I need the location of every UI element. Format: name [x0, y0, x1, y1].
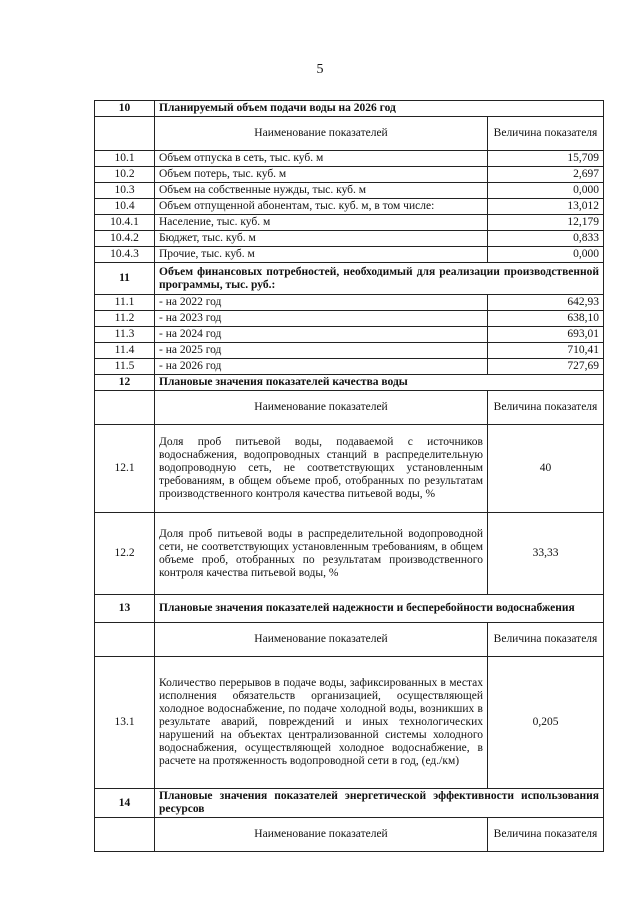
indicator-name: - на 2024 год — [155, 327, 488, 343]
table-row — [95, 311, 604, 327]
section-title: Плановые значения показателей качества воды — [155, 375, 604, 391]
row-number: 12.1 — [95, 425, 155, 513]
indicator-name: Объем на собственные нужды, тыс. куб. м — [155, 183, 488, 199]
section-number: 13 — [95, 595, 155, 623]
indicator-name: Бюджет, тыс. куб. м — [155, 231, 488, 247]
row-number: 11.5 — [95, 359, 155, 375]
indicator-name: Доля проб питьевой воды в распределительной водопроводной сети, не соответствующих установленным требованиям, в общем объеме проб, отобранных по результатам производственного контроля качества питьевой воды, % — [155, 513, 488, 595]
table-row — [95, 167, 604, 183]
section-number: 14 — [95, 789, 155, 818]
header-indicator-value: Величина показателя — [488, 623, 604, 657]
row-number: 11.2 — [95, 311, 155, 327]
section-number: 11 — [95, 263, 155, 295]
row-number: 10.3 — [95, 183, 155, 199]
indicator-value: 0,000 — [488, 183, 604, 199]
indicator-name: Доля проб питьевой воды, подаваемой с источников водоснабжения, водопроводных станций в распределительную водопроводную сеть, не соответствующих установленным требованиям, в общем объеме проб, отобранных по результатам производственного контроля качества питьевой воды, % — [155, 425, 488, 513]
table-row — [95, 327, 604, 343]
indicator-name: - на 2025 год — [155, 343, 488, 359]
indicator-name: Количество перерывов в подаче воды, зафиксированных в местах исполнения обязательств организацией, осуществляющей холодное водоснабжение, по подаче холодной воды, возникших в результате аварий, повреждений и иных технологических нарушений на объектах централизованной системы холодного водоснабжения, осуществляющей холодное водоснабжение, в расчете на протяженность водопроводной сети в год, (ед./км) — [155, 657, 488, 789]
indicator-name: Прочие, тыс. куб. м — [155, 247, 488, 263]
section-row — [95, 789, 604, 818]
table-row — [95, 231, 604, 247]
indicator-value: 638,10 — [488, 311, 604, 327]
indicator-value: 40 — [488, 425, 604, 513]
section-number: 10 — [95, 101, 155, 117]
row-number: 10.4 — [95, 199, 155, 215]
table-row — [95, 199, 604, 215]
table-row — [95, 247, 604, 263]
indicator-name: Объем отпущенной абонентам, тыс. куб. м, в том числе: — [155, 199, 488, 215]
indicator-name: Объем потерь, тыс. куб. м — [155, 167, 488, 183]
row-number: 10.4.1 — [95, 215, 155, 231]
section-title: Плановые значения показателей надежности и бесперебойности водоснабжения — [155, 595, 604, 623]
header-indicator-value: Величина показателя — [488, 391, 604, 425]
indicator-name: Объем отпуска в сеть, тыс. куб. м — [155, 151, 488, 167]
header-indicator-name: Наименование показателей — [155, 818, 488, 852]
indicator-value: 0,833 — [488, 231, 604, 247]
table-row — [95, 513, 604, 595]
indicator-name: - на 2023 год — [155, 311, 488, 327]
indicator-value: 33,33 — [488, 513, 604, 595]
header-indicator-value: Величина показателя — [488, 818, 604, 852]
indicator-name: Население, тыс. куб. м — [155, 215, 488, 231]
table-row — [95, 295, 604, 311]
header-row — [95, 623, 604, 657]
header-indicator-name: Наименование показателей — [155, 391, 488, 425]
section-row — [95, 101, 604, 117]
table-row — [95, 183, 604, 199]
section-title: Планируемый объем подачи воды на 2026 год — [155, 101, 604, 117]
header-empty-cell — [95, 117, 155, 151]
header-indicator-name: Наименование показателей — [155, 623, 488, 657]
indicator-value: 15,709 — [488, 151, 604, 167]
section-number: 12 — [95, 375, 155, 391]
header-empty-cell — [95, 391, 155, 425]
header-row — [95, 117, 604, 151]
section-row — [95, 595, 604, 623]
indicator-value: 13,012 — [488, 199, 604, 215]
section-row — [95, 263, 604, 295]
table-row — [95, 359, 604, 375]
header-indicator-value: Величина показателя — [488, 117, 604, 151]
table-row — [95, 657, 604, 789]
indicator-value: 2,697 — [488, 167, 604, 183]
row-number: 12.2 — [95, 513, 155, 595]
row-number: 10.4.2 — [95, 231, 155, 247]
page-number: 5 — [316, 62, 324, 77]
header-empty-cell — [95, 623, 155, 657]
indicator-value: 727,69 — [488, 359, 604, 375]
row-number: 11.1 — [95, 295, 155, 311]
table-row — [95, 343, 604, 359]
indicators-table — [94, 100, 604, 852]
row-number: 10.1 — [95, 151, 155, 167]
row-number: 11.3 — [95, 327, 155, 343]
header-empty-cell — [95, 818, 155, 852]
header-row — [95, 391, 604, 425]
section-title: Плановые значения показателей энергетической эффективности использования ресурсов — [155, 789, 604, 818]
table-row — [95, 151, 604, 167]
header-row — [95, 818, 604, 852]
indicator-value: 12,179 — [488, 215, 604, 231]
section-row — [95, 375, 604, 391]
table-row — [95, 215, 604, 231]
indicator-name: - на 2022 год — [155, 295, 488, 311]
row-number: 10.2 — [95, 167, 155, 183]
indicator-value: 693,01 — [488, 327, 604, 343]
row-number: 11.4 — [95, 343, 155, 359]
indicator-value: 0,000 — [488, 247, 604, 263]
row-number: 10.4.3 — [95, 247, 155, 263]
section-title: Объем финансовых потребностей, необходимый для реализации производственной программы, тыс. руб.: — [155, 263, 604, 295]
table-row — [95, 425, 604, 513]
indicator-value: 642,93 — [488, 295, 604, 311]
header-indicator-name: Наименование показателей — [155, 117, 488, 151]
indicator-value: 710,41 — [488, 343, 604, 359]
indicator-name: - на 2026 год — [155, 359, 488, 375]
row-number: 13.1 — [95, 657, 155, 789]
indicator-value: 0,205 — [488, 657, 604, 789]
